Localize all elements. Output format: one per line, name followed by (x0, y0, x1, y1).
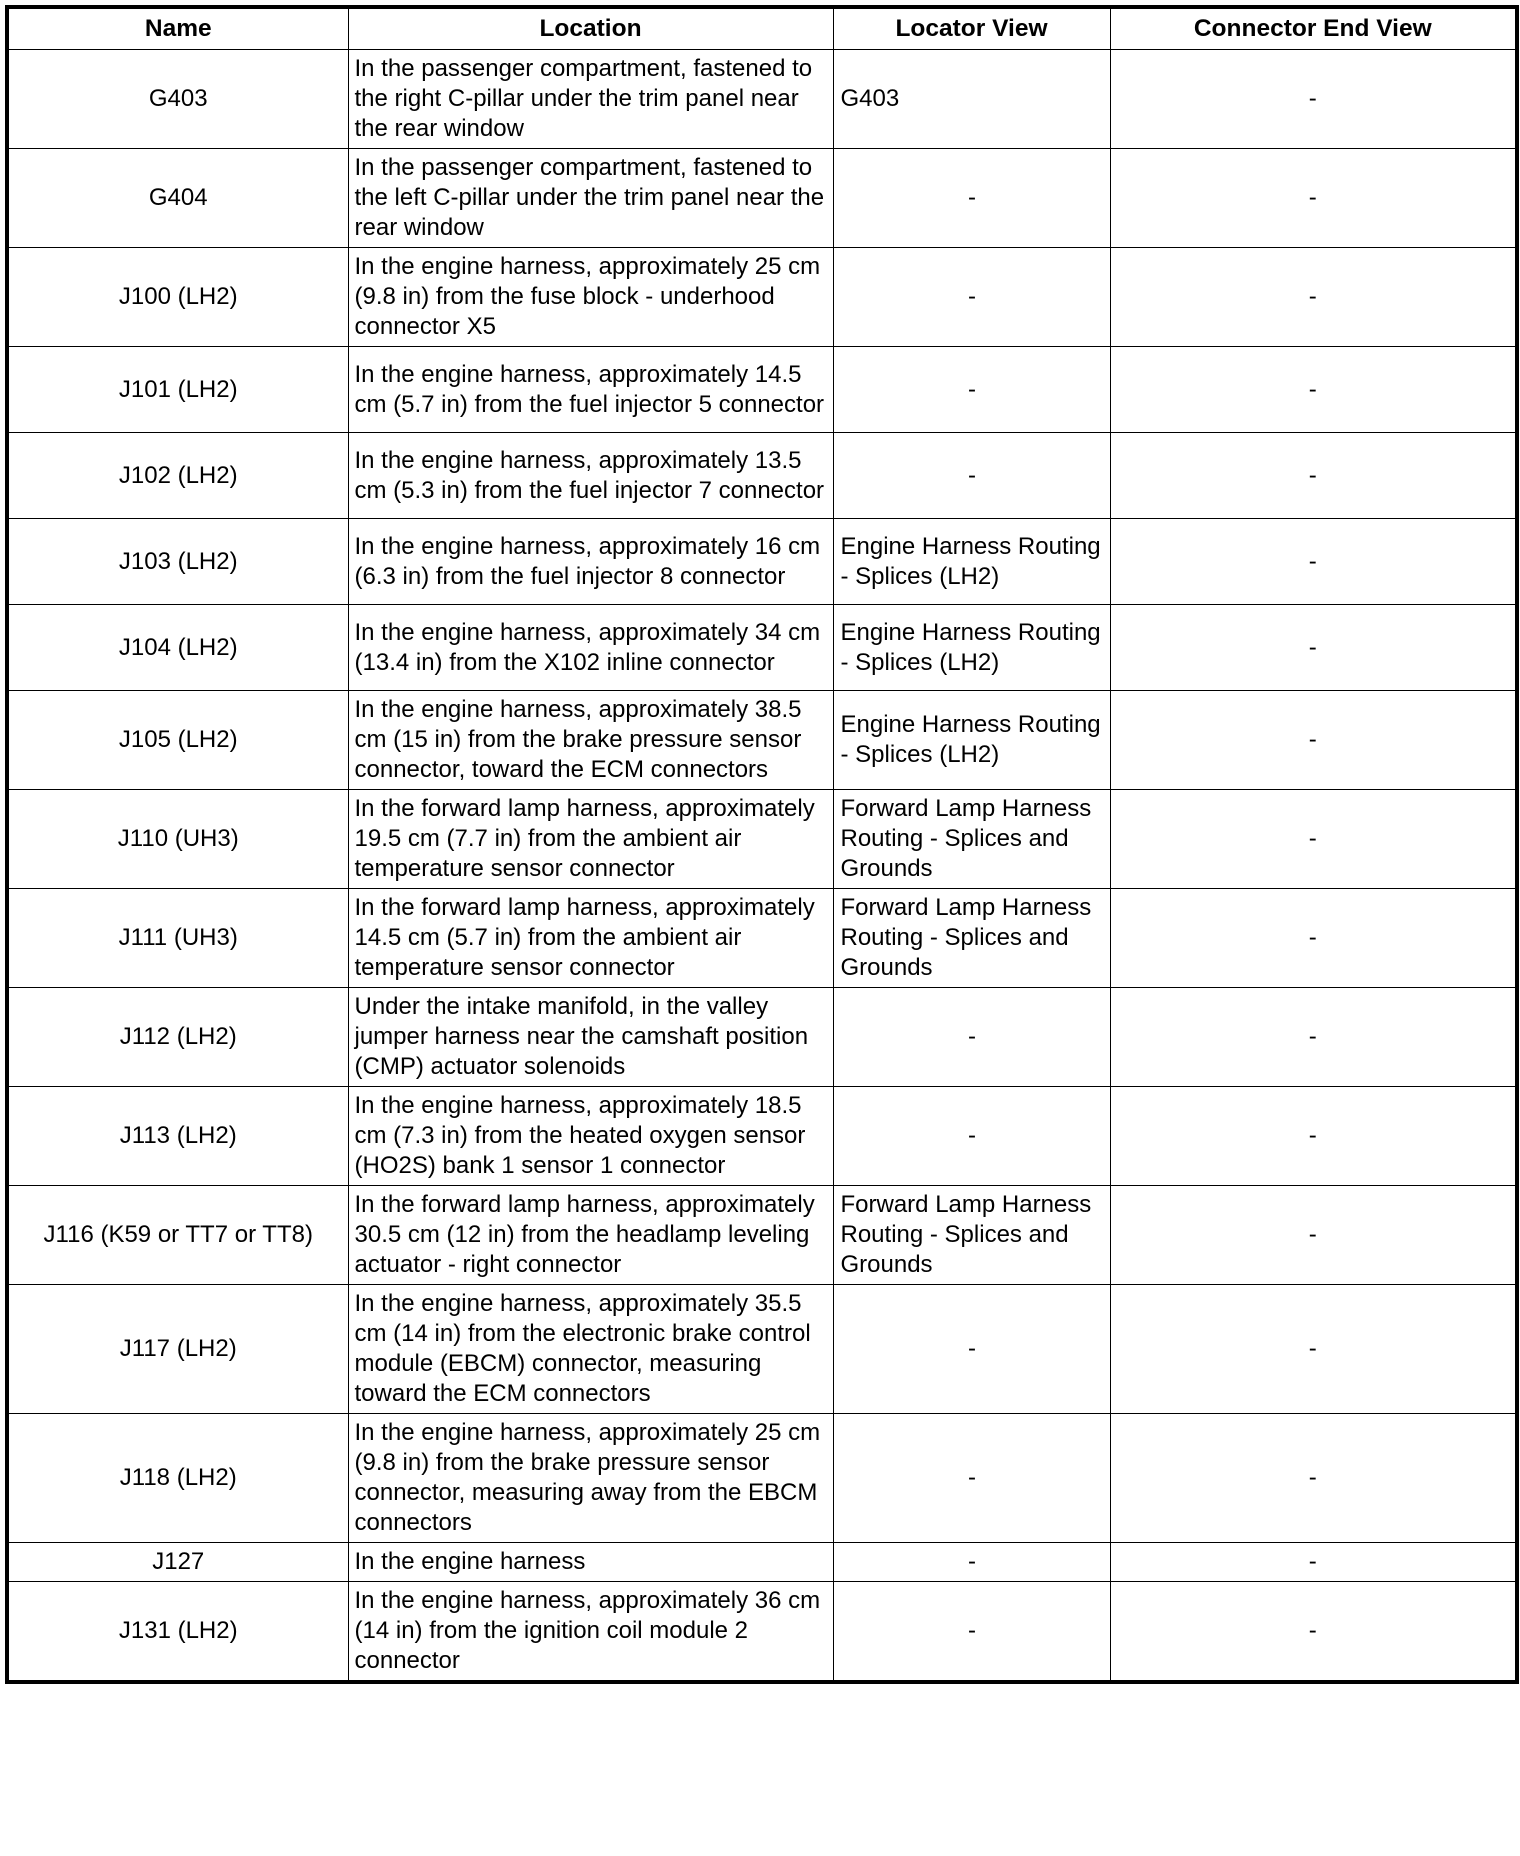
cell-locator-view: Forward Lamp Harness Routing - Splices and Grounds (833, 1186, 1110, 1285)
table-row (7, 1186, 1517, 1285)
cell-name: J116 (K59 or TT7 or TT8) (7, 1186, 348, 1285)
cell-name: J104 (LH2) (7, 605, 348, 691)
cell-connector-end-view: - (1110, 433, 1517, 519)
cell-connector-end-view: - (1110, 790, 1517, 889)
cell-connector-end-view: - (1110, 605, 1517, 691)
table-row (7, 1543, 1517, 1582)
header-name: Name (7, 7, 348, 50)
header-connector-end-view: Connector End View (1110, 7, 1517, 50)
cell-name: J101 (LH2) (7, 347, 348, 433)
cell-connector-end-view: - (1110, 50, 1517, 149)
table-row (7, 988, 1517, 1087)
table-row (7, 790, 1517, 889)
cell-location: In the forward lamp harness, approximately 19.5 cm (7.7 in) from the ambient air temperature sensor connector (348, 790, 833, 889)
table-row (7, 1582, 1517, 1683)
cell-locator-view: - (833, 347, 1110, 433)
cell-location: Under the intake manifold, in the valley jumper harness near the camshaft position (CMP) actuator solenoids (348, 988, 833, 1087)
cell-location: In the forward lamp harness, approximately 30.5 cm (12 in) from the headlamp leveling actuator - right connector (348, 1186, 833, 1285)
cell-location: In the engine harness, approximately 16 cm (6.3 in) from the fuel injector 8 connector (348, 519, 833, 605)
cell-connector-end-view: - (1110, 519, 1517, 605)
table-row (7, 1285, 1517, 1414)
table-row (7, 889, 1517, 988)
cell-connector-end-view: - (1110, 1087, 1517, 1186)
cell-locator-view: - (833, 1582, 1110, 1683)
cell-locator-view: Engine Harness Routing - Splices (LH2) (833, 691, 1110, 790)
cell-name: J113 (LH2) (7, 1087, 348, 1186)
cell-name: J100 (LH2) (7, 248, 348, 347)
cell-name: J112 (LH2) (7, 988, 348, 1087)
cell-locator-view: - (833, 988, 1110, 1087)
cell-location: In the engine harness (348, 1543, 833, 1582)
cell-connector-end-view: - (1110, 1543, 1517, 1582)
cell-locator-view: - (833, 1414, 1110, 1543)
cell-location: In the engine harness, approximately 38.5 cm (15 in) from the brake pressure sensor connector, toward the ECM connectors (348, 691, 833, 790)
cell-location: In the engine harness, approximately 25 cm (9.8 in) from the brake pressure sensor connector, measuring away from the EBCM connectors (348, 1414, 833, 1543)
document-page (5, 5, 1515, 1684)
cell-locator-view: - (833, 149, 1110, 248)
table-row (7, 248, 1517, 347)
cell-connector-end-view: - (1110, 149, 1517, 248)
cell-connector-end-view: - (1110, 988, 1517, 1087)
cell-name: J105 (LH2) (7, 691, 348, 790)
cell-connector-end-view: - (1110, 691, 1517, 790)
table-row (7, 691, 1517, 790)
cell-connector-end-view: - (1110, 1186, 1517, 1285)
table-row (7, 50, 1517, 149)
cell-connector-end-view: - (1110, 1285, 1517, 1414)
cell-location: In the engine harness, approximately 34 cm (13.4 in) from the X102 inline connector (348, 605, 833, 691)
cell-name: J127 (7, 1543, 348, 1582)
table-row (7, 433, 1517, 519)
table-row (7, 347, 1517, 433)
cell-name: G404 (7, 149, 348, 248)
cell-locator-view: Engine Harness Routing - Splices (LH2) (833, 605, 1110, 691)
cell-locator-view: - (833, 433, 1110, 519)
cell-connector-end-view: - (1110, 347, 1517, 433)
cell-locator-view: Forward Lamp Harness Routing - Splices and Grounds (833, 790, 1110, 889)
splice-locations-table (5, 5, 1519, 1684)
cell-location: In the passenger compartment, fastened to the left C-pillar under the trim panel near the rear window (348, 149, 833, 248)
cell-location: In the engine harness, approximately 14.5 cm (5.7 in) from the fuel injector 5 connector (348, 347, 833, 433)
cell-name: J131 (LH2) (7, 1582, 348, 1683)
cell-location: In the passenger compartment, fastened to the right C-pillar under the trim panel near the rear window (348, 50, 833, 149)
cell-locator-view: - (833, 1543, 1110, 1582)
table-body (7, 50, 1517, 1683)
cell-name: J117 (LH2) (7, 1285, 348, 1414)
table-header-row (7, 7, 1517, 50)
cell-connector-end-view: - (1110, 1414, 1517, 1543)
cell-location: In the engine harness, approximately 35.5 cm (14 in) from the electronic brake control module (EBCM) connector, measuring toward the ECM connectors (348, 1285, 833, 1414)
cell-name: J118 (LH2) (7, 1414, 348, 1543)
cell-name: J110 (UH3) (7, 790, 348, 889)
cell-location: In the engine harness, approximately 25 cm (9.8 in) from the fuse block - underhood connector X5 (348, 248, 833, 347)
cell-location: In the engine harness, approximately 18.5 cm (7.3 in) from the heated oxygen sensor (HO2S) bank 1 sensor 1 connector (348, 1087, 833, 1186)
cell-name: J102 (LH2) (7, 433, 348, 519)
cell-connector-end-view: - (1110, 1582, 1517, 1683)
cell-connector-end-view: - (1110, 889, 1517, 988)
cell-name: J103 (LH2) (7, 519, 348, 605)
table-row (7, 1087, 1517, 1186)
table-row (7, 519, 1517, 605)
header-location: Location (348, 7, 833, 50)
cell-location: In the engine harness, approximately 13.5 cm (5.3 in) from the fuel injector 7 connector (348, 433, 833, 519)
cell-locator-view: G403 (833, 50, 1110, 149)
cell-locator-view: Forward Lamp Harness Routing - Splices and Grounds (833, 889, 1110, 988)
cell-location: In the forward lamp harness, approximately 14.5 cm (5.7 in) from the ambient air temperature sensor connector (348, 889, 833, 988)
table-row (7, 1414, 1517, 1543)
cell-name: J111 (UH3) (7, 889, 348, 988)
cell-name: G403 (7, 50, 348, 149)
cell-connector-end-view: - (1110, 248, 1517, 347)
cell-locator-view: - (833, 1285, 1110, 1414)
cell-locator-view: - (833, 1087, 1110, 1186)
cell-locator-view: Engine Harness Routing - Splices (LH2) (833, 519, 1110, 605)
cell-location: In the engine harness, approximately 36 cm (14 in) from the ignition coil module 2 connector (348, 1582, 833, 1683)
header-locator-view: Locator View (833, 7, 1110, 50)
cell-locator-view: - (833, 248, 1110, 347)
table-row (7, 149, 1517, 248)
table-row (7, 605, 1517, 691)
